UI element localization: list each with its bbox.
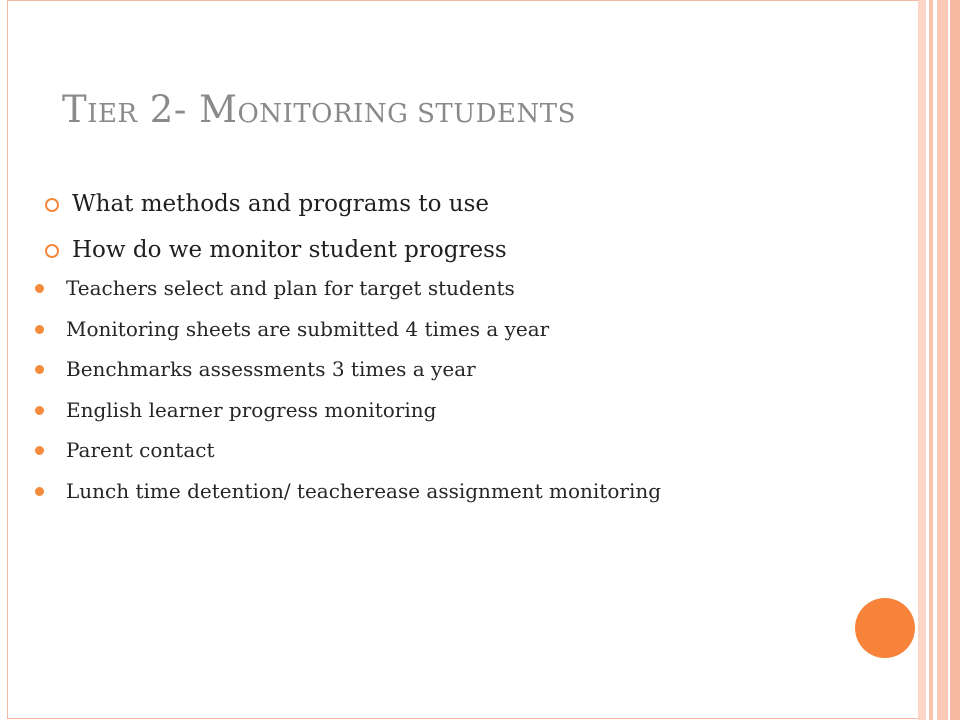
sub-bullet-text: Benchmarks assessments 3 times a year xyxy=(66,357,476,382)
title-initial: T xyxy=(62,88,88,131)
decorative-stripes xyxy=(918,0,960,720)
decorative-circle xyxy=(855,598,915,658)
sub-bullet-text: Lunch time detention/ teacherease assignment monitoring xyxy=(66,478,662,503)
dot-bullet-icon xyxy=(35,365,44,374)
bullet-item xyxy=(44,237,507,263)
sub-bullet-text: Teachers select and plan for target students xyxy=(66,276,515,300)
bullet-text: What methods and programs to use xyxy=(72,191,489,217)
title-smallcaps: ONITORING STUDENTS xyxy=(237,99,576,129)
sub-bullet-item xyxy=(33,480,661,503)
stripe xyxy=(937,0,948,720)
sub-bullet-item xyxy=(33,277,661,300)
sub-bullet-text: Parent contact xyxy=(66,438,215,463)
bullet-item xyxy=(44,191,507,217)
stripe xyxy=(918,0,926,720)
bullet-list xyxy=(44,191,507,283)
dot-bullet-icon xyxy=(35,325,44,334)
sub-bullet-item xyxy=(33,318,661,341)
sub-bullet-list xyxy=(33,277,661,521)
bullet-text: How do we monitor student progress xyxy=(72,237,507,263)
sub-bullet-text: Monitoring sheets are submitted 4 times a year xyxy=(66,316,550,341)
dot-bullet-icon xyxy=(35,406,44,415)
dot-bullet-icon xyxy=(35,446,44,455)
title-smallcaps: IER xyxy=(87,99,138,129)
slide-title xyxy=(62,88,576,131)
sub-bullet-item xyxy=(33,439,661,462)
dot-bullet-icon xyxy=(35,284,44,293)
title-middle: 2- xyxy=(137,88,200,131)
sub-bullet-item xyxy=(33,399,661,422)
title-initial: M xyxy=(199,88,238,131)
sub-bullet-text: English learner progress monitoring xyxy=(66,397,437,422)
sub-bullet-item xyxy=(33,358,661,381)
ring-bullet-icon xyxy=(45,198,59,212)
dot-bullet-icon xyxy=(35,487,44,496)
stripe xyxy=(950,0,960,720)
ring-bullet-icon xyxy=(45,244,59,258)
